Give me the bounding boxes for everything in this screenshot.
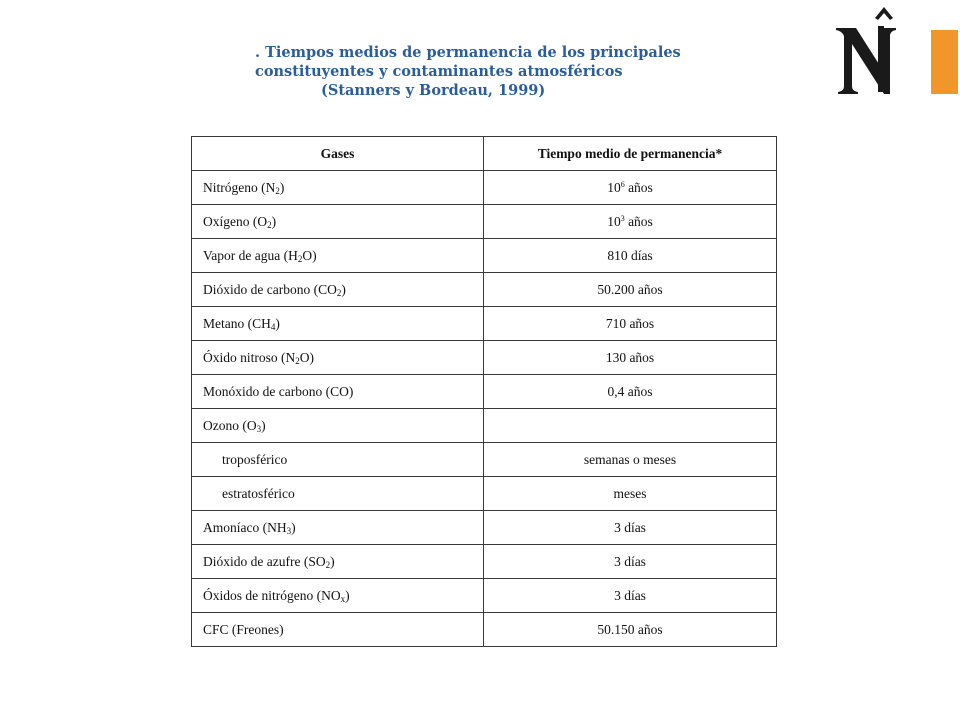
header-residence-time: Tiempo medio de permanencia* — [484, 137, 777, 171]
table-row — [192, 613, 777, 647]
table-row — [192, 375, 777, 409]
gas-name-cell: CFC (Freones) — [192, 613, 484, 647]
gas-name-cell: Oxígeno $(O_2)$ — [192, 205, 484, 239]
table-header-row — [192, 137, 777, 171]
gas-name-cell: troposférico — [192, 443, 484, 477]
residence-time-cell: $10^3$ años — [484, 205, 777, 239]
gas-name-cell: Óxidos de nitrógeno $(NO_x)$ — [192, 579, 484, 613]
residence-time-cell: 3 días — [484, 511, 777, 545]
residence-time-cell: 3 días — [484, 545, 777, 579]
document-title — [255, 43, 735, 100]
residence-time-cell: 710 años — [484, 307, 777, 341]
gas-name-cell: Amoníaco $(NH_3)$ — [192, 511, 484, 545]
residence-time-cell: $10^6$ años — [484, 171, 777, 205]
table-row — [192, 341, 777, 375]
residence-time-cell: meses — [484, 477, 777, 511]
title-line-2: constituyentes y contaminantes atmosféricos — [255, 63, 623, 80]
table-row — [192, 205, 777, 239]
header-gases: Gases — [192, 137, 484, 171]
residence-time-cell: 3 días — [484, 579, 777, 613]
logo-accent-bar — [931, 30, 958, 94]
gas-name-cell: Dióxido de carbono $(CO_2)$ — [192, 273, 484, 307]
table-row — [192, 239, 777, 273]
residence-time-cell: 0,4 años — [484, 375, 777, 409]
gas-name-cell: Nitrógeno $(N_2)$ — [192, 171, 484, 205]
residence-time-table — [191, 136, 777, 647]
table-row — [192, 171, 777, 205]
gas-name-cell: Óxido nitroso $(N_2O)$ — [192, 341, 484, 375]
gas-name-cell: Dióxido de azufre $(SO_2)$ — [192, 545, 484, 579]
gas-name-cell: Ozono $(O_3)$ — [192, 409, 484, 443]
gas-name-cell: Metano $(CH_4)$ — [192, 307, 484, 341]
gas-name-cell: Monóxido de carbono (CO) — [192, 375, 484, 409]
residence-time-cell: 50.150 años — [484, 613, 777, 647]
table-row — [192, 307, 777, 341]
gas-name-cell: estratosférico — [192, 477, 484, 511]
residence-time-cell — [484, 409, 777, 443]
table-row — [192, 545, 777, 579]
title-line-1: . Tiempos medios de permanencia de los principales — [255, 44, 681, 61]
residence-time-cell: 50.200 años — [484, 273, 777, 307]
table-row — [192, 443, 777, 477]
table-row — [192, 477, 777, 511]
residence-time-cell: semanas o meses — [484, 443, 777, 477]
residence-time-cell: 130 años — [484, 341, 777, 375]
title-line-3: (Stanners y Bordeau, 1999) — [321, 82, 546, 99]
table-row — [192, 273, 777, 307]
table-row — [192, 511, 777, 545]
residence-time-cell: 810 días — [484, 239, 777, 273]
table-row — [192, 579, 777, 613]
gas-name-cell: Vapor de agua $(H_2O)$ — [192, 239, 484, 273]
table-row — [192, 409, 777, 443]
